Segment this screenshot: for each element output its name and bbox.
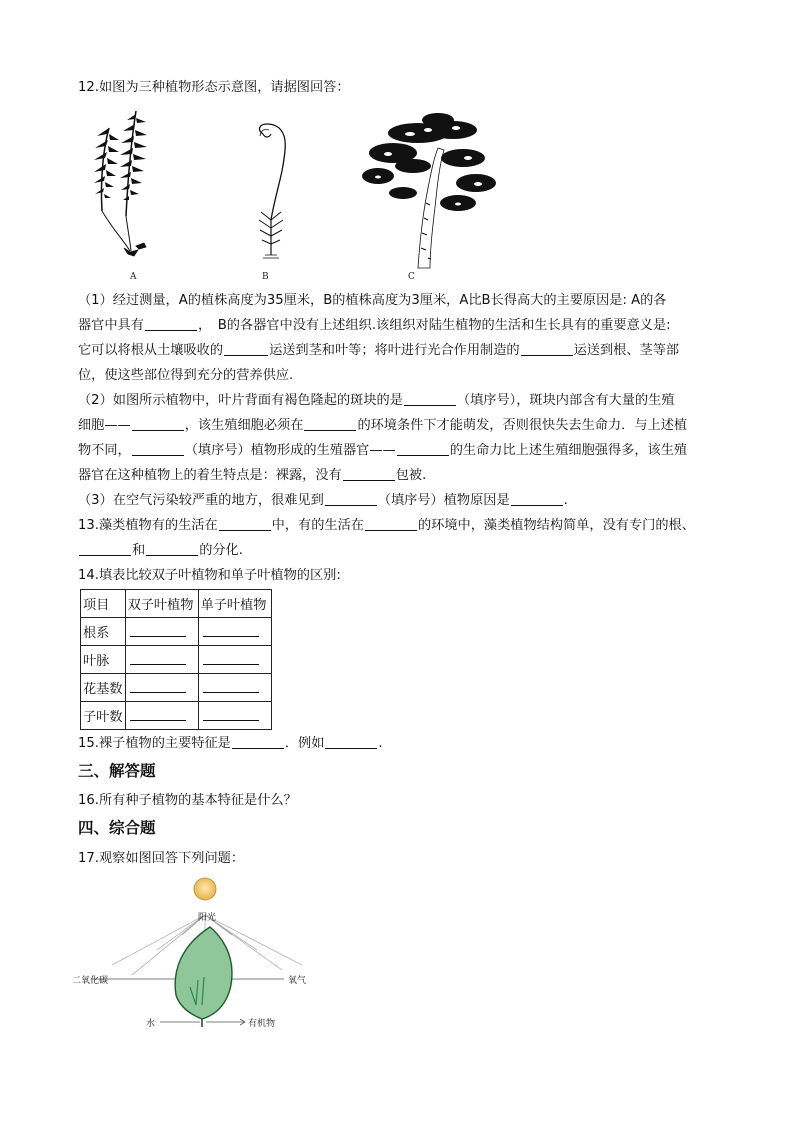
q12-part2-line2 [78, 417, 718, 435]
text-segment: 包被. [395, 468, 427, 483]
text-segment: 的环境中，藻类植物结构简单，没有专门的根、 [417, 518, 695, 533]
text-segment: （2）如图所示植物中，叶片背面有褐色隆起的斑块的是 [78, 393, 403, 408]
table-row [81, 646, 272, 674]
q16-text: 16.所有种子植物的基本特征是什么？ [78, 793, 297, 808]
table-row [81, 674, 272, 702]
table-cell [125, 646, 198, 674]
label-sunlight: 阳光 [198, 913, 217, 923]
sun-icon [194, 878, 216, 900]
text-segment: （填序号），斑块内部含有大量的生殖 [456, 393, 675, 408]
answer-blank[interactable] [232, 735, 284, 749]
figure-label-a: A [130, 272, 137, 282]
q12-part2-line4 [78, 467, 718, 485]
figure-label-c: C [408, 272, 415, 282]
answer-blank[interactable] [404, 392, 456, 406]
answer-blank[interactable] [365, 517, 417, 531]
section-heading-4: 四、综合题 [78, 819, 156, 837]
label-carbon-dioxide: 二氧化碳 [72, 976, 109, 986]
text-segment: 运送到根、茎等部 [573, 343, 680, 358]
table-cell [125, 674, 198, 702]
text-segment: 13.藻类植物有的生活在 [78, 518, 218, 533]
table-cell [125, 618, 198, 646]
fern-illustration-a [84, 106, 164, 266]
answer-blank[interactable] [132, 417, 184, 431]
table-cell [198, 618, 271, 646]
q13-line2 [78, 542, 718, 560]
answer-blank[interactable] [325, 735, 377, 749]
text-segment: （3）在空气污染较严重的地方，很难见到 [78, 493, 324, 508]
text-segment: 它可以将根从土壤吸收的 [78, 343, 224, 358]
section-heading-3: 三、解答题 [78, 762, 156, 780]
text-segment: 中，有的生活在 [271, 518, 364, 533]
label-oxygen: 氧气 [288, 976, 307, 986]
label-organic-matter: 有机物 [248, 1019, 276, 1029]
pine-tree-illustration-c [358, 108, 503, 273]
answer-blank[interactable] [130, 623, 186, 637]
q17-stem: 17.观察如图回答下列问题： [78, 851, 245, 866]
q12-part1-line1: （1）经过测量，A的植株高度为35厘米，B的植株高度为3厘米，A比B长得高大的主要原因是: A的各 [78, 293, 667, 308]
text-segment: 和 [132, 543, 146, 558]
q12-part1-line4: 位，使这些部位得到充分的营养供应. [78, 368, 294, 383]
table-row [81, 618, 272, 646]
text-segment: 细胞—— [78, 418, 131, 433]
text-segment: 的分化. [199, 543, 243, 558]
table-cell [125, 702, 198, 730]
answer-blank[interactable] [304, 417, 356, 431]
text-segment: ， B的各器官中没有上述组织.该组织对陆生植物的生活和生长具有的重要意义是: [197, 318, 671, 333]
q15-line [78, 735, 718, 753]
label-water: 水 [146, 1019, 156, 1029]
answer-blank[interactable] [397, 442, 449, 456]
text-segment: 15.裸子植物的主要特征是 [78, 736, 231, 751]
q12-part1-line3 [78, 342, 718, 360]
leaf-icon [175, 927, 232, 1019]
q14-stem: 14.填表比较双子叶植物和单子叶植物的区别: [78, 568, 341, 583]
comparison-table [80, 589, 272, 730]
answer-blank[interactable] [203, 707, 259, 721]
q12-part3 [78, 492, 718, 510]
answer-blank[interactable] [79, 542, 131, 556]
text-segment: 的生命力比上述生殖细胞强得多，该生殖 [449, 443, 688, 458]
text-segment: 器官中具有 [78, 318, 144, 333]
answer-blank[interactable] [224, 342, 268, 356]
row-label-cotyledons: 子叶数 [81, 702, 126, 730]
answer-blank[interactable] [325, 492, 377, 506]
q12-part2-line3 [78, 442, 718, 460]
answer-blank[interactable] [132, 442, 184, 456]
answer-blank[interactable] [203, 679, 259, 693]
answer-blank[interactable] [521, 342, 573, 356]
text-segment: . [378, 736, 383, 751]
answer-blank[interactable] [203, 623, 259, 637]
row-label-roots: 根系 [81, 618, 126, 646]
text-segment: （填序号）植物形成的生殖器官—— [184, 443, 396, 458]
text-segment: 器官在这种植物上的着生特点是：裸露，没有 [78, 468, 342, 483]
table-row [81, 702, 272, 730]
text-segment: 物不同， [78, 443, 131, 458]
text-segment: ．例如 [284, 736, 325, 751]
table-header-cell: 单子叶植物 [198, 590, 271, 618]
q12-stem: 12.如图为三种植物形态示意图，请据图回答： [78, 80, 350, 95]
answer-blank[interactable] [219, 517, 271, 531]
text-segment: （填序号）植物原因是 [377, 493, 510, 508]
answer-blank[interactable] [145, 317, 197, 331]
q12-part1-line2 [78, 317, 718, 335]
q13-line1 [78, 517, 718, 535]
answer-blank[interactable] [130, 651, 186, 665]
photosynthesis-diagram [72, 875, 362, 1035]
answer-blank[interactable] [343, 467, 395, 481]
table-cell [198, 646, 271, 674]
moss-illustration-b [245, 120, 295, 265]
answer-blank[interactable] [203, 651, 259, 665]
answer-blank[interactable] [146, 542, 198, 556]
table-header-cell: 项目 [81, 590, 126, 618]
table-header-row [81, 590, 272, 618]
text-segment: . [563, 493, 568, 508]
text-segment: 的环境条件下才能萌发，否则很快失去生命力．与上述植 [357, 418, 688, 433]
text-segment: ，该生殖细胞必须在 [184, 418, 304, 433]
table-cell [198, 674, 271, 702]
table-cell [198, 702, 271, 730]
q12-part2-line1 [78, 392, 718, 410]
row-label-veins: 叶脉 [81, 646, 126, 674]
table-header-cell: 双子叶植物 [125, 590, 198, 618]
text-segment: 运送到茎和叶等；将叶进行光合作用制造的 [269, 343, 520, 358]
answer-blank[interactable] [130, 707, 186, 721]
answer-blank[interactable] [511, 492, 563, 506]
row-label-flower-number: 花基数 [81, 674, 126, 702]
figure-label-b: B [262, 272, 269, 282]
answer-blank[interactable] [130, 679, 186, 693]
